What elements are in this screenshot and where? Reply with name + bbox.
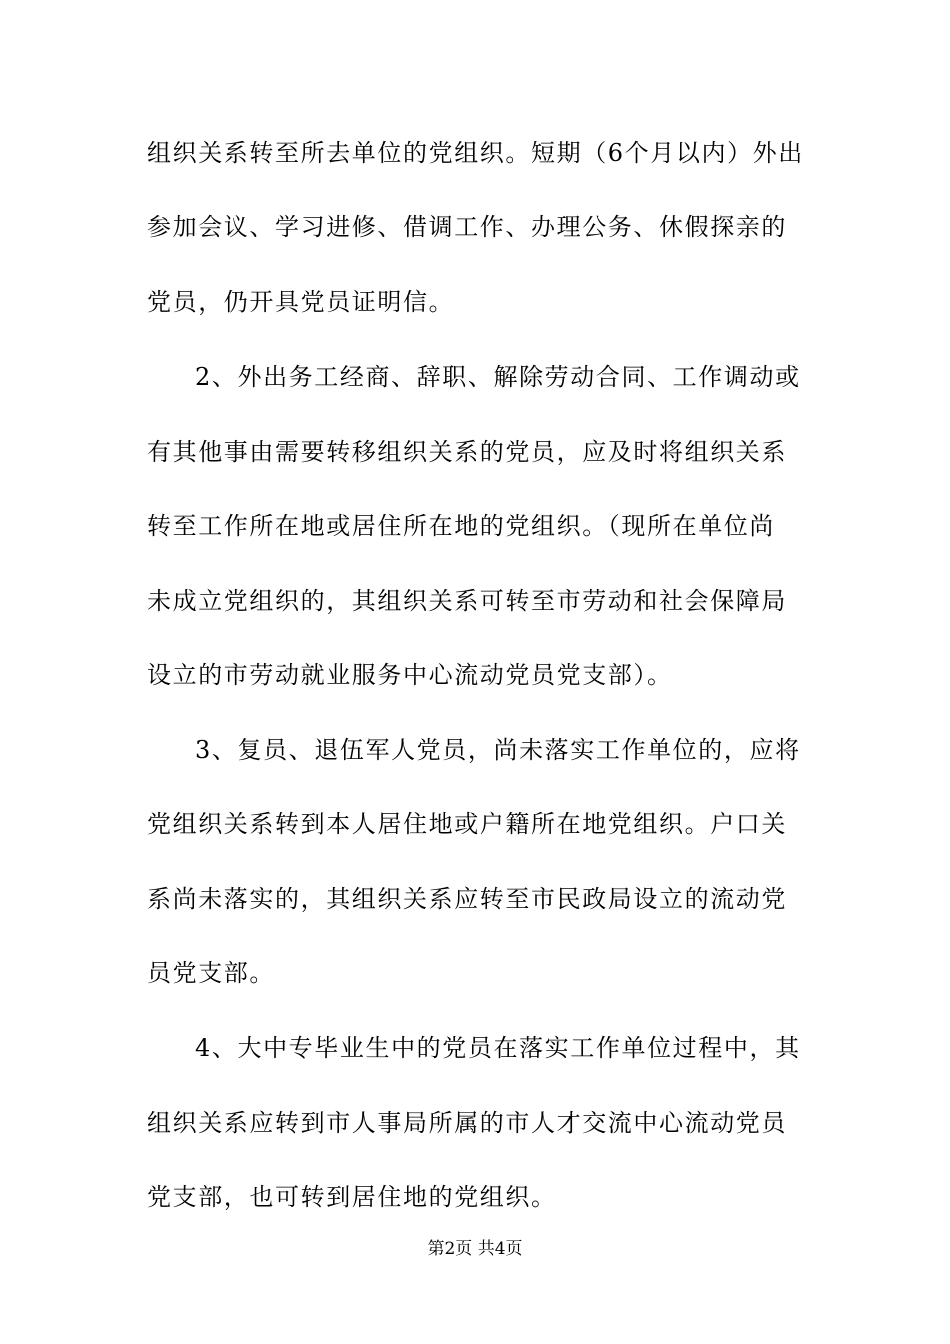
body-text-line: 参加会议、学习进修、借调工作、办理公务、休假探亲的 xyxy=(147,213,787,241)
body-text-line: 设立的市劳动就业服务中心流动党员党支部）。 xyxy=(147,661,673,689)
body-text-line: 组织关系转至所去单位的党组织。短期（6个月以内）外出 xyxy=(147,139,804,167)
body-text-line: 有其他事由需要转移组织关系的党员，应及时将组织关系 xyxy=(147,438,787,466)
page-number-footer: 第2页 共4页 xyxy=(427,1239,523,1259)
body-text-line: 员党支部。 xyxy=(147,959,275,987)
body-text-line: 未成立党组织的，其组织关系可转至市劳动和社会保障局 xyxy=(147,587,787,615)
paragraph-4-start: 4、大中专毕业生中的党员在落实工作单位过程中，其 xyxy=(195,1034,801,1062)
body-text-line: 转至工作所在地或居住所在地的党组织。（现所在单位尚 xyxy=(147,512,775,540)
body-text-line: 党支部，也可转到居住地的党组织。 xyxy=(147,1183,557,1211)
body-text-line: 组织关系应转到市人事局所属的市人才交流中心流动党员 xyxy=(147,1109,787,1137)
body-text-line: 党组织关系转到本人居住地或户籍所在地党组织。户口关 xyxy=(147,810,787,838)
body-text-line: 党员，仍开具党员证明信。 xyxy=(147,288,455,316)
paragraph-3-start: 3、复员、退伍军人党员，尚未落实工作单位的，应将 xyxy=(195,736,801,764)
body-text-line: 系尚未落实的，其组织关系应转至市民政局设立的流动党 xyxy=(147,885,787,913)
paragraph-2-start: 2、外出务工经商、辞职、解除劳动合同、工作调动或 xyxy=(195,363,801,391)
